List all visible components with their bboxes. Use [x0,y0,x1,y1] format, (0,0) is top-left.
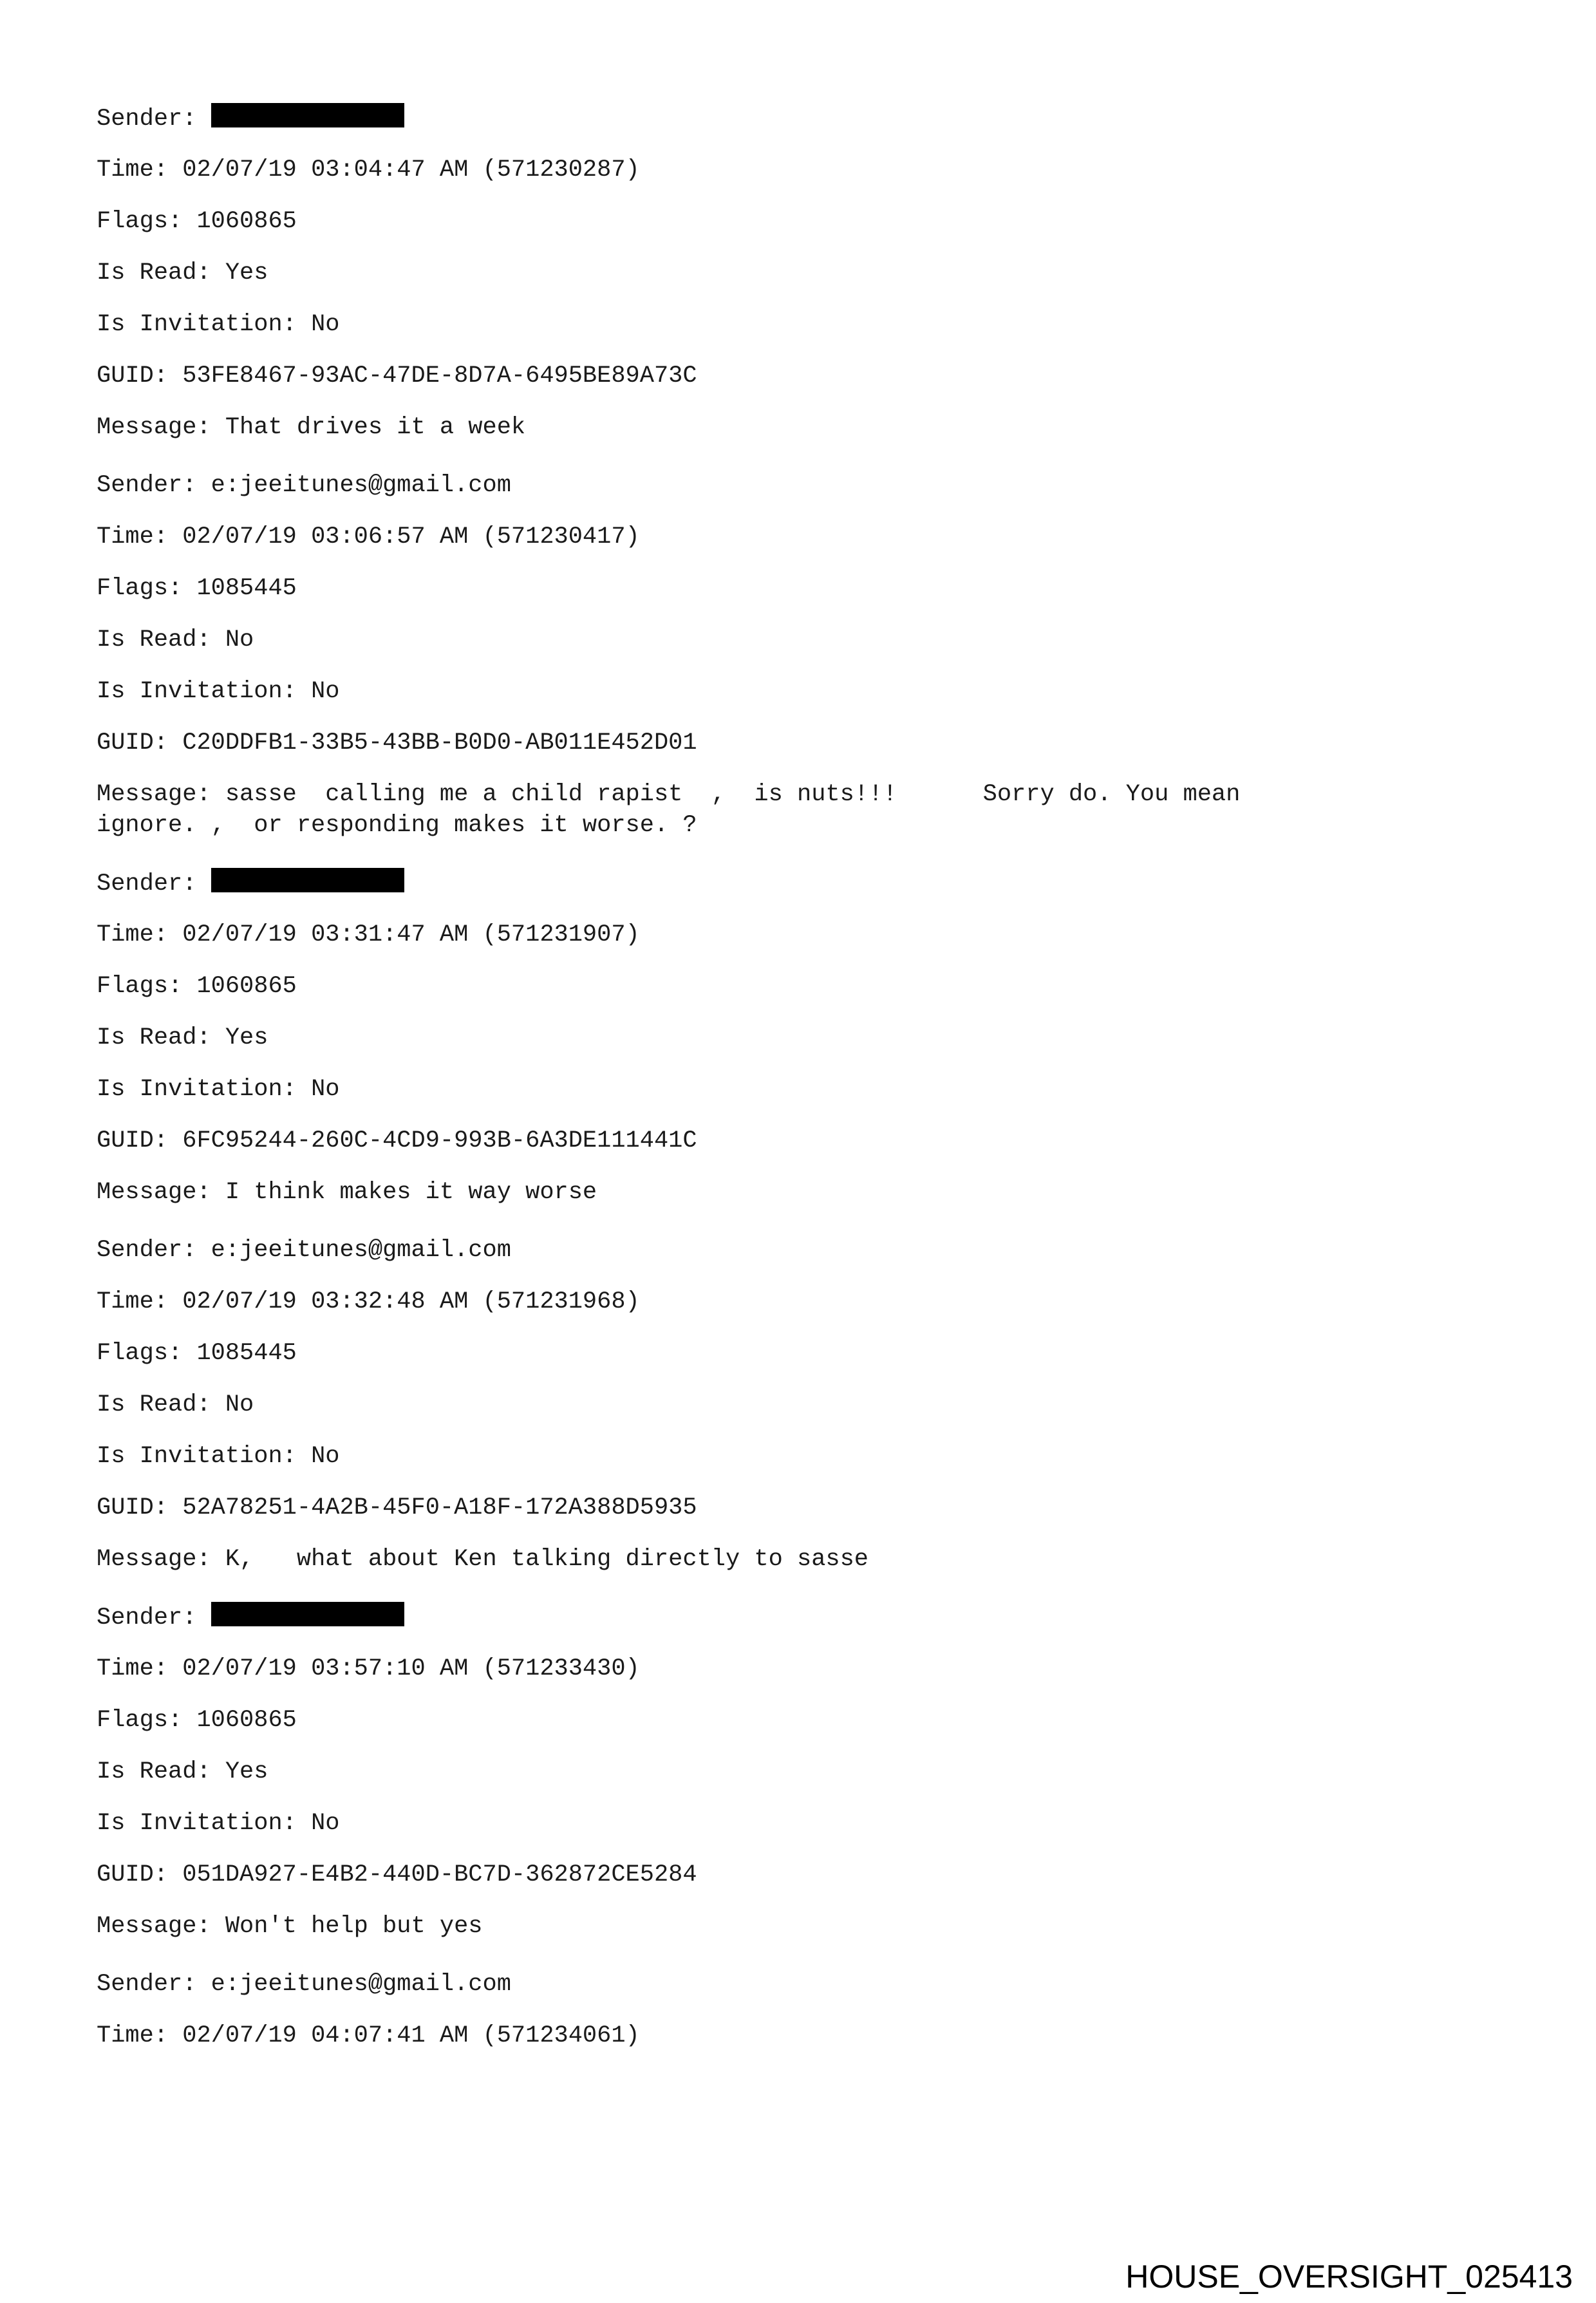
flags-line [97,971,1513,1002]
is-invitation-line [97,676,1513,707]
message-label: Message: [97,1546,225,1573]
flags-label: Flags: [97,1707,197,1734]
is-read-line [97,258,1513,288]
flags-label: Flags: [97,973,197,1000]
is-invitation-line [97,1074,1513,1105]
time-value: 02/07/19 03:04:47 AM (571230287) [182,156,640,183]
is-invitation-line [97,1808,1513,1839]
time-line [97,522,1513,552]
sender-line [97,1235,1513,1266]
message-label: Message: [97,1913,225,1940]
is-invitation-label: Is Invitation: [97,1076,312,1103]
message-line [97,1544,1513,1575]
time-label: Time: [97,1655,183,1682]
sender-label: Sender: [97,1604,211,1631]
guid-value: 53FE8467-93AC-47DE-8D7A-6495BE89A73C [182,362,697,390]
is-read-value: Yes [225,259,268,287]
sender-label: Sender: [97,1971,211,1998]
message-record [97,470,1513,841]
message-label: Message: [97,1179,225,1206]
is-read-label: Is Read: [97,1024,225,1051]
time-value: 02/07/19 03:32:48 AM (571231968) [182,1288,640,1315]
time-label: Time: [97,1288,183,1315]
is-invitation-value: No [311,678,340,705]
sender-value: e:jeeitunes@gmail.com [211,1237,511,1264]
flags-value: 1085445 [196,1340,297,1367]
guid-label: GUID: [97,1127,183,1154]
message-record [97,868,1513,1208]
time-line [97,155,1513,185]
guid-value: C20DDFB1-33B5-43BB-B0D0-AB011E452D01 [182,729,697,757]
is-invitation-line [97,1441,1513,1472]
sender-line [97,470,1513,501]
bates-number: HOUSE_OVERSIGHT_025413 [1125,2259,1573,2295]
redaction-bar [211,1602,404,1626]
is-read-value: No [225,1391,254,1418]
time-label: Time: [97,921,183,948]
is-read-label: Is Read: [97,1391,225,1418]
is-read-line [97,625,1513,655]
message-record [97,1602,1513,1942]
is-read-line [97,1756,1513,1787]
guid-line [97,1859,1513,1890]
flags-label: Flags: [97,575,197,602]
is-invitation-line [97,309,1513,340]
flags-value: 1060865 [196,208,297,235]
message-label: Message: [97,781,225,808]
message-text: That drives it a week [225,414,526,441]
flags-label: Flags: [97,208,197,235]
is-read-label: Is Read: [97,626,225,653]
is-invitation-label: Is Invitation: [97,311,312,338]
message-text: sasse calling me a child rapist , is nuts!!! Sorry do. You mean ignore. , or responding makes it worse. ? [97,781,1241,839]
sender-value: e:jeeitunes@gmail.com [211,1971,511,1998]
is-read-value: No [225,626,254,653]
guid-label: GUID: [97,729,183,757]
message-record [97,103,1513,443]
sender-line [97,103,1513,134]
sender-label: Sender: [97,870,211,898]
guid-value: 051DA927-E4B2-440D-BC7D-362872CE5284 [182,1861,697,1888]
flags-line [97,573,1513,604]
message-line [97,779,1513,841]
time-value: 02/07/19 03:31:47 AM (571231907) [182,921,640,948]
sender-line [97,1969,1513,2000]
time-value: 02/07/19 04:07:41 AM (571234061) [182,2022,640,2049]
sender-value: e:jeeitunes@gmail.com [211,472,511,499]
guid-label: GUID: [97,362,183,390]
is-invitation-value: No [311,311,340,338]
sender-label: Sender: [97,472,211,499]
message-text: Won't help but yes [225,1913,483,1940]
sender-line [97,868,1513,899]
is-read-label: Is Read: [97,1758,225,1785]
time-label: Time: [97,156,183,183]
is-read-line [97,1389,1513,1420]
guid-line [97,1125,1513,1156]
guid-line [97,728,1513,758]
time-line [97,1653,1513,1684]
time-label: Time: [97,2022,183,2049]
is-invitation-value: No [311,1443,340,1470]
time-line [97,1286,1513,1317]
flags-value: 1060865 [196,973,297,1000]
is-read-line [97,1022,1513,1053]
guid-value: 6FC95244-260C-4CD9-993B-6A3DE111441C [182,1127,697,1154]
flags-label: Flags: [97,1340,197,1367]
time-value: 02/07/19 03:57:10 AM (571233430) [182,1655,640,1682]
time-line [97,2020,1513,2051]
message-line [97,1177,1513,1208]
time-label: Time: [97,523,183,550]
is-invitation-value: No [311,1810,340,1837]
sender-label: Sender: [97,106,211,133]
message-text: I think makes it way worse [225,1179,597,1206]
redaction-bar [211,868,404,892]
flags-value: 1060865 [196,1707,297,1734]
is-invitation-label: Is Invitation: [97,1443,312,1470]
is-invitation-label: Is Invitation: [97,1810,312,1837]
sender-label: Sender: [97,1237,211,1264]
guid-label: GUID: [97,1861,183,1888]
sender-line [97,1602,1513,1633]
is-read-label: Is Read: [97,259,225,287]
flags-line [97,1705,1513,1736]
flags-line [97,1338,1513,1369]
message-line [97,1911,1513,1942]
message-label: Message: [97,414,225,441]
message-record-partial [97,1969,1513,2051]
guid-line [97,1492,1513,1523]
message-log [97,103,1513,2078]
guid-label: GUID: [97,1494,183,1521]
redaction-bar [211,103,404,127]
flags-line [97,206,1513,237]
is-invitation-value: No [311,1076,340,1103]
guid-value: 52A78251-4A2B-45F0-A18F-172A388D5935 [182,1494,697,1521]
is-invitation-label: Is Invitation: [97,678,312,705]
is-read-value: Yes [225,1024,268,1051]
is-read-value: Yes [225,1758,268,1785]
message-line [97,412,1513,443]
time-value: 02/07/19 03:06:57 AM (571230417) [182,523,640,550]
guid-line [97,361,1513,391]
message-text: K, what about Ken talking directly to sasse [225,1546,869,1573]
time-line [97,919,1513,950]
message-record [97,1235,1513,1575]
flags-value: 1085445 [196,575,297,602]
